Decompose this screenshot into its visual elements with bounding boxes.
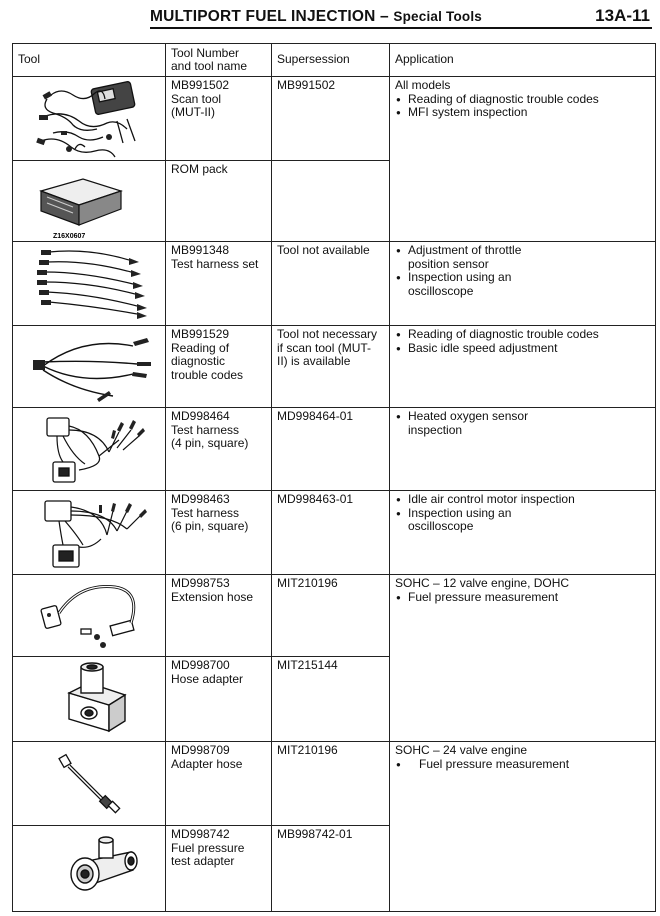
tool-name-line: Extension hose bbox=[171, 589, 254, 604]
tool-number: MB991502 bbox=[171, 78, 230, 92]
four-pin-harness-image bbox=[13, 408, 166, 491]
table-row bbox=[13, 326, 656, 408]
page-number: 13A-11 bbox=[595, 6, 650, 25]
tool-name-line: diagnostic bbox=[171, 354, 226, 368]
application-list bbox=[395, 591, 651, 605]
column-header-tool: Tool bbox=[13, 44, 166, 77]
application-item: ● MFI system inspection bbox=[395, 106, 651, 120]
supersession-line: MIT215144 bbox=[277, 658, 338, 672]
tool-number-name-cell bbox=[166, 326, 272, 408]
tool-name-line: trouble codes bbox=[171, 367, 244, 382]
column-header-tool-number bbox=[166, 44, 272, 77]
application-item-line: ● Heated oxygen sensor bbox=[408, 409, 529, 423]
supersession-line: MD998463-01 bbox=[277, 492, 354, 506]
application-heading: SOHC – 12 valve engine, DOHC bbox=[395, 576, 570, 590]
supersession-cell bbox=[272, 657, 390, 742]
application-item: ● Reading of diagnostic trouble codes bbox=[395, 328, 651, 342]
supersession-cell bbox=[272, 742, 390, 826]
tool-number: MD998700 bbox=[171, 658, 230, 672]
scan-tool-image bbox=[13, 77, 166, 161]
table-row bbox=[13, 742, 656, 826]
application-cell bbox=[390, 575, 656, 742]
application-list bbox=[395, 493, 651, 534]
tool-name-line: Hose adapter bbox=[171, 671, 244, 686]
extension-hose-drawing bbox=[13, 575, 165, 656]
tool-name-line: Adapter hose bbox=[171, 756, 243, 771]
tool-name-line: test adapter bbox=[171, 854, 235, 868]
supersession-line: Tool not available bbox=[277, 243, 370, 257]
application-item-line: oscilloscope bbox=[408, 519, 474, 533]
tool-number-name-cell bbox=[166, 242, 272, 326]
supersession-cell bbox=[272, 826, 390, 912]
title-main: MULTIPORT FUEL INJECTION bbox=[150, 8, 376, 25]
column-header-supersession: Supersession bbox=[272, 44, 390, 77]
header-rule bbox=[150, 27, 652, 29]
special-tools-table bbox=[12, 43, 656, 912]
supersession-cell bbox=[272, 326, 390, 408]
hose-adapter-image bbox=[13, 657, 166, 742]
test-harness-set-image bbox=[13, 242, 166, 326]
application-item bbox=[395, 507, 651, 534]
tool-number-name-cell bbox=[166, 77, 272, 161]
application-list bbox=[395, 758, 651, 772]
rom-pack-image bbox=[13, 161, 166, 242]
adapter-hose-image bbox=[13, 742, 166, 826]
supersession-cell bbox=[272, 161, 390, 242]
tool-name-line: Test harness set bbox=[171, 256, 259, 271]
tool-name-line: Reading of bbox=[171, 340, 230, 355]
tool-number-name-cell bbox=[166, 657, 272, 742]
tool-name-line: Fuel pressure bbox=[171, 840, 245, 855]
table-row bbox=[13, 77, 656, 161]
scan-tool-drawing bbox=[13, 77, 165, 160]
tool-number: MB991348 bbox=[171, 243, 230, 257]
fuel-pressure-test-adapter-image bbox=[13, 826, 166, 912]
supersession-line: MB998742-01 bbox=[277, 827, 353, 841]
tool-number-name-cell bbox=[166, 161, 272, 242]
tool-name-line: (MUT-II) bbox=[171, 105, 215, 119]
supersession-cell bbox=[272, 491, 390, 575]
application-heading: All models bbox=[395, 78, 451, 92]
application-item-line: ● Inspection using an bbox=[408, 270, 512, 284]
title-sub: Special Tools bbox=[393, 9, 483, 24]
tool-number-name-cell bbox=[166, 491, 272, 575]
tool-number-name-cell bbox=[166, 742, 272, 826]
rom-pack-drawing bbox=[13, 161, 165, 241]
application-cell bbox=[390, 242, 656, 326]
application-list bbox=[395, 328, 651, 355]
table-row bbox=[13, 491, 656, 575]
table-row bbox=[13, 575, 656, 657]
column-header-line: and tool name bbox=[171, 59, 248, 73]
application-item: ● Fuel pressure measurement bbox=[395, 758, 651, 772]
figure-code: Z16X0607 bbox=[53, 233, 86, 240]
supersession-line: II) is available bbox=[277, 354, 351, 368]
tool-name-line: (4 pin, square) bbox=[171, 436, 249, 450]
tool-number: MD998742 bbox=[171, 827, 230, 841]
supersession-line: MIT210196 bbox=[277, 576, 338, 590]
tool-name-line: Test harness bbox=[171, 505, 240, 520]
supersession-line: Tool not necessary bbox=[277, 327, 378, 341]
supersession-line: if scan tool (MUT- bbox=[277, 340, 372, 355]
application-list bbox=[395, 244, 651, 298]
tool-name-line: Scan tool bbox=[171, 91, 222, 106]
application-cell bbox=[390, 742, 656, 912]
four-pin-harness-drawing bbox=[13, 408, 165, 490]
supersession-cell bbox=[272, 77, 390, 161]
application-cell bbox=[390, 491, 656, 575]
tool-name-line: Test harness bbox=[171, 422, 240, 437]
column-header-line: Tool Number bbox=[171, 45, 240, 60]
application-item: ● Basic idle speed adjustment bbox=[395, 342, 651, 356]
application-list bbox=[395, 410, 651, 437]
application-item: ● Idle air control motor inspection bbox=[395, 493, 651, 507]
column-header-application: Application bbox=[390, 44, 656, 77]
adapter-hose-drawing bbox=[13, 742, 165, 825]
application-item bbox=[395, 271, 651, 298]
application-cell bbox=[390, 408, 656, 491]
tool-number-name-cell bbox=[166, 408, 272, 491]
application-item bbox=[395, 410, 651, 437]
supersession-line: MB991502 bbox=[277, 78, 336, 92]
supersession-cell bbox=[272, 575, 390, 657]
supersession-cell bbox=[272, 408, 390, 491]
tool-number-name-cell bbox=[166, 826, 272, 912]
tool-name-line: (6 pin, square) bbox=[171, 519, 249, 533]
application-cell bbox=[390, 77, 656, 242]
table-header-row bbox=[13, 44, 656, 77]
tool-number: MD998463 bbox=[171, 492, 230, 506]
diagnostic-cable-drawing bbox=[13, 326, 165, 407]
extension-hose-image bbox=[13, 575, 166, 657]
application-item-line: position sensor bbox=[408, 256, 489, 271]
supersession-line: MIT210196 bbox=[277, 743, 338, 757]
page-header bbox=[0, 0, 660, 32]
hose-adapter-drawing bbox=[13, 657, 165, 741]
application-heading: SOHC – 24 valve engine bbox=[395, 743, 528, 757]
application-item-line: inspection bbox=[408, 422, 463, 437]
tool-number: MD998464 bbox=[171, 409, 230, 423]
tool-number: MB991529 bbox=[171, 327, 230, 341]
fuel-pressure-test-adapter-drawing bbox=[13, 826, 165, 911]
application-cell bbox=[390, 326, 656, 408]
application-item-line: oscilloscope bbox=[408, 283, 474, 298]
test-harness-set-drawing bbox=[13, 242, 165, 325]
tool-number: MD998753 bbox=[171, 576, 230, 590]
application-list bbox=[395, 93, 651, 120]
application-item-line: ● Adjustment of throttle bbox=[408, 243, 522, 257]
page-title bbox=[150, 8, 482, 26]
supersession-cell bbox=[272, 242, 390, 326]
six-pin-harness-drawing bbox=[13, 491, 165, 574]
application-item: ● Reading of diagnostic trouble codes bbox=[395, 93, 651, 107]
title-dash: – bbox=[380, 8, 389, 25]
application-item bbox=[395, 244, 651, 271]
table-row bbox=[13, 242, 656, 326]
table-row bbox=[13, 408, 656, 491]
application-item: ● Fuel pressure measurement bbox=[395, 591, 651, 605]
supersession-line: MD998464-01 bbox=[277, 409, 354, 423]
tool-number-name-cell bbox=[166, 575, 272, 657]
tool-number: MD998709 bbox=[171, 743, 230, 757]
diagnostic-cable-image bbox=[13, 326, 166, 408]
six-pin-harness-image bbox=[13, 491, 166, 575]
tool-name-line: ROM pack bbox=[171, 162, 228, 176]
application-item-line: ● Inspection using an bbox=[408, 505, 512, 520]
